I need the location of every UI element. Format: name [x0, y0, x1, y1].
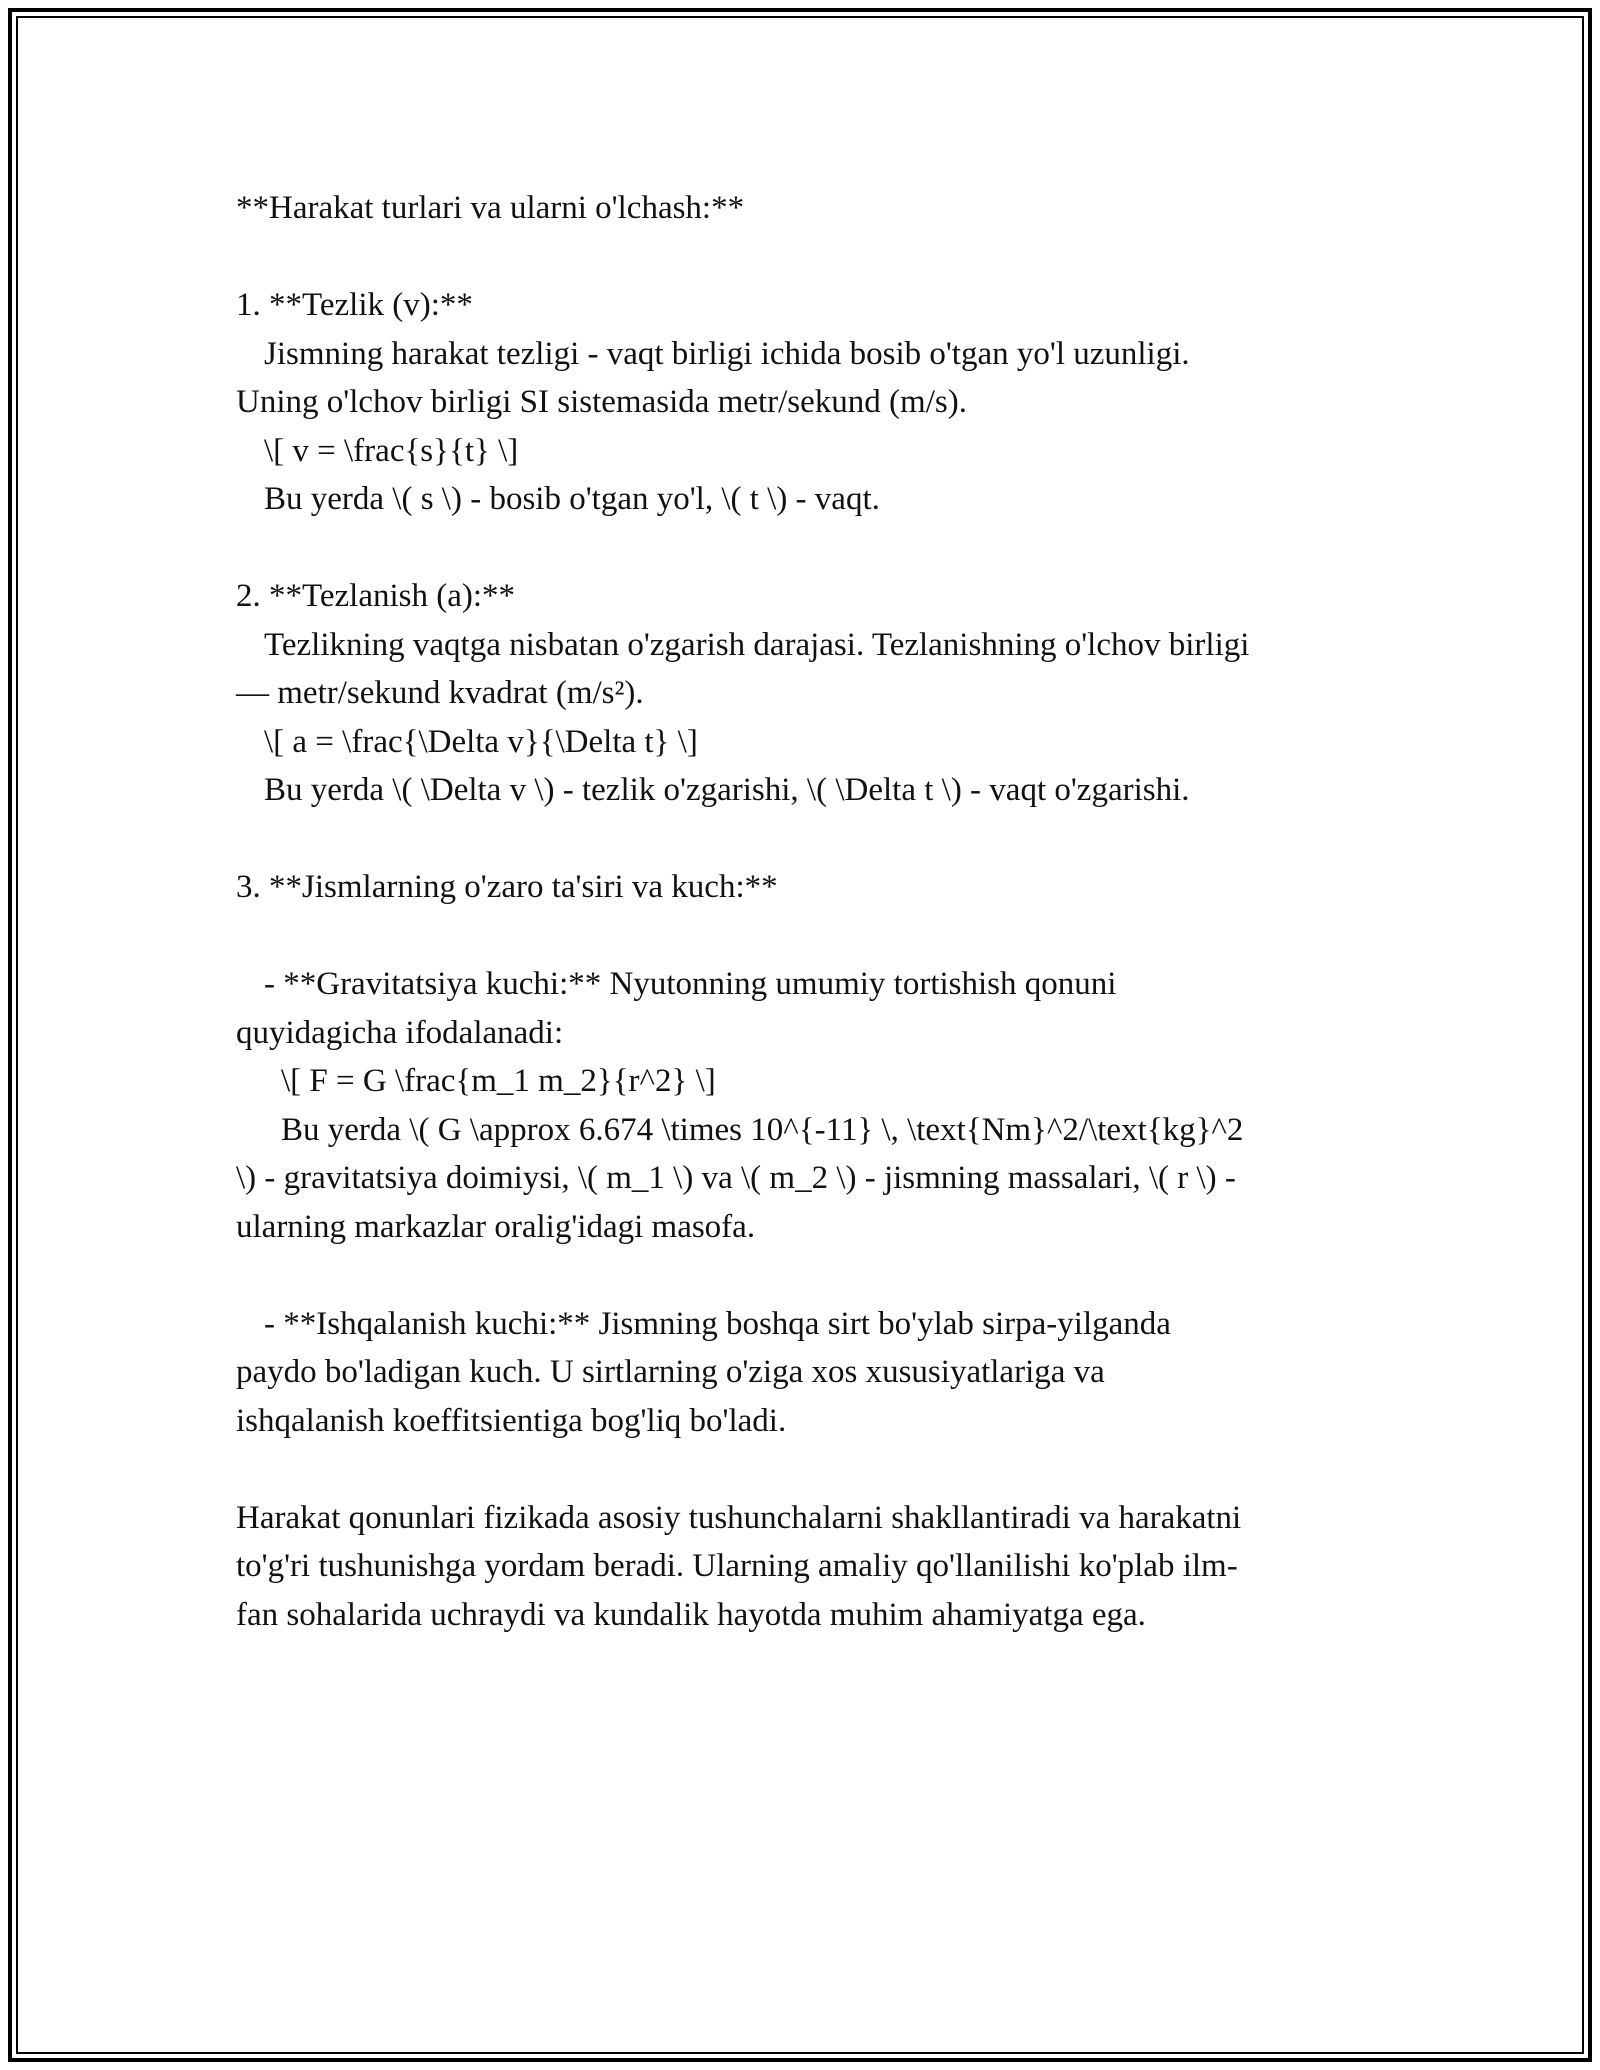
section-1-text-line-2: Uning o'lchov birligi SI sistemasida metr/sekund (m/s).: [236, 384, 967, 420]
section-2-explanation: Bu yerda \( \Delta v \) - tezlik o'zgarishi, \( \Delta t \) - vaqt o'zgarishi.: [264, 772, 1190, 808]
gravity-formula: \[ F = G \frac{m_1 m_2}{r^2} \]: [281, 1063, 716, 1099]
gravity-explanation-line-3: ularning markazlar oralig'idagi masofa.: [236, 1208, 756, 1245]
spacer: [236, 524, 1366, 573]
gravity-line-2: quyidagicha ifodalanadi:: [236, 1014, 564, 1051]
spacer: [236, 233, 1366, 282]
section-2-heading: 2. **Tezlanish (a):**: [236, 578, 516, 614]
section-2-text-line-2: — metr/sekund kvadrat (m/s²).: [236, 675, 644, 711]
friction-line-3: ishqalanish koeffitsientiga bog'liq bo'ladi.: [236, 1402, 787, 1439]
conclusion-line-2: to'g'ri tushunishga yordam beradi. Ularning amaliy qo'llanilishi ko'plab ilm-: [236, 1548, 1238, 1584]
section-1-explanation: Bu yerda \( s \) - bosib o'tgan yo'l, \( t \) - vaqt.: [264, 481, 880, 517]
section-3-heading: 3. **Jismlarning o'zaro ta'siri va kuch:**: [236, 869, 778, 905]
section-1-heading: 1. **Tezlik (v):**: [236, 287, 473, 323]
section-1-text-line-1: Jismning harakat tezligi - vaqt birligi ichida bosib o'tgan yo'l uzunligi.: [264, 335, 1190, 372]
conclusion-line-3: fan sohalarida uchraydi va kundalik hayotda muhim ahamiyatga ega.: [236, 1596, 1146, 1633]
section-2-formula: \[ a = \frac{\Delta v}{\Delta t} \]: [264, 723, 698, 760]
conclusion-line-1: Harakat qonunlari fizikada asosiy tushunchalarni shakllantiradi va harakatni: [236, 1499, 1242, 1536]
section-1-formula: \[ v = \frac{s}{t} \]: [264, 432, 519, 469]
spacer: [236, 815, 1366, 864]
gravity-explanation-line-2: \) - gravitatsiya doimiysi, \( m_1 \) va \( m_2 \) - jismning massalari, \( r \) -: [236, 1160, 1236, 1196]
document-body: [236, 184, 1366, 1639]
spacer: [236, 1445, 1366, 1494]
gravity-line-1: - **Gravitatsiya kuchi:** Nyutonning umumiy tortishish qonuni: [264, 966, 1117, 1002]
gravity-explanation-line-1: Bu yerda \( G \approx 6.674 \times 10^{-11} \, \text{Nm}^2/\text{kg}^2: [281, 1111, 1244, 1148]
spacer: [236, 1251, 1366, 1300]
friction-line-2: paydo bo'ladigan kuch. U sirtlarning o'ziga xos xususiyatlariga va: [236, 1354, 1105, 1390]
document-title: **Harakat turlari va ularni o'lchash:**: [236, 190, 745, 226]
spacer: [236, 912, 1366, 961]
friction-line-1: - **Ishqalanish kuchi:** Jismning boshqa sirt bo'ylab sirpa-yilganda: [264, 1305, 1171, 1342]
section-2-text-line-1: Tezlikning vaqtga nisbatan o'zgarish darajasi. Tezlanishning o'lchov birligi: [264, 626, 1250, 663]
